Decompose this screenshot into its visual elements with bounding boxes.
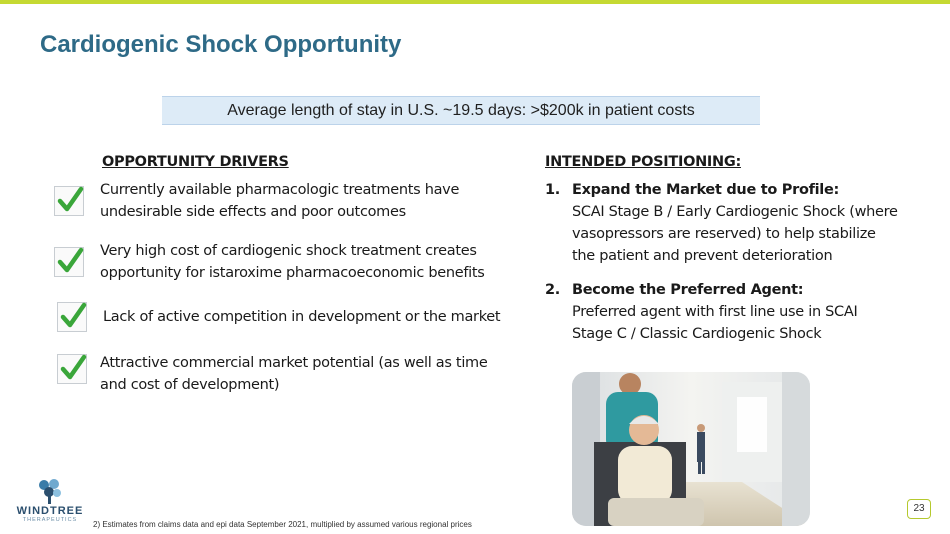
- driver-item-market: [100, 352, 520, 396]
- driver-line: Currently available pharmacologic treatments have: [100, 182, 460, 198]
- logo-subtitle: THERAPEUTICS: [22, 517, 78, 523]
- driver-line: Attractive commercial market potential (as well as time: [100, 355, 488, 371]
- driver-item-competition: [103, 306, 523, 328]
- item-line: Stage C / Classic Cardiogenic Shock: [572, 326, 822, 342]
- positioning-heading: INTENDED POSITIONING:: [545, 154, 741, 170]
- positioning-item-expand: [545, 179, 915, 267]
- item-number: 2.: [545, 282, 560, 298]
- footnote: 2) Estimates from claims data and epi data September 2021, multiplied by assumed various regional prices: [93, 520, 472, 529]
- item-line: SCAI Stage B / Early Cardiogenic Shock (where: [572, 204, 898, 220]
- checkmark-icon: [54, 247, 84, 277]
- top-accent-bar: [0, 0, 950, 4]
- page-number: 23: [907, 499, 931, 519]
- item-title: Become the Preferred Agent:: [572, 282, 804, 298]
- item-line: Preferred agent with first line use in SCAI: [572, 304, 858, 320]
- item-line: vasopressors are reserved) to help stabilize: [572, 226, 876, 242]
- driver-item-treatments: [100, 179, 520, 223]
- driver-line: undesirable side effects and poor outcomes: [100, 204, 406, 220]
- stay-cost-banner: Average length of stay in U.S. ~19.5 days: >$200k in patient costs: [162, 96, 760, 125]
- windtree-logo-icon: [36, 478, 64, 504]
- checkmark-icon: [57, 354, 87, 384]
- item-number: 1.: [545, 182, 560, 198]
- logo-wordmark: WINDTREE: [16, 505, 84, 517]
- driver-line: Very high cost of cardiogenic shock treatment creates: [100, 243, 477, 259]
- windtree-logo: [14, 478, 94, 528]
- item-title: Expand the Market due to Profile:: [572, 182, 839, 198]
- drivers-heading: OPPORTUNITY DRIVERS: [102, 154, 289, 170]
- driver-line: opportunity for istaroxime pharmacoeconomic benefits: [100, 265, 485, 281]
- item-line: the patient and prevent deterioration: [572, 248, 833, 264]
- hospital-patient-photo: [572, 372, 810, 526]
- slide-title: Cardiogenic Shock Opportunity: [40, 31, 402, 58]
- driver-line: Lack of active competition in development or the market: [103, 309, 501, 325]
- driver-item-cost: [100, 240, 520, 284]
- positioning-item-preferred: [545, 279, 915, 345]
- driver-line: and cost of development): [100, 377, 280, 393]
- checkmark-icon: [57, 302, 87, 332]
- checkmark-icon: [54, 186, 84, 216]
